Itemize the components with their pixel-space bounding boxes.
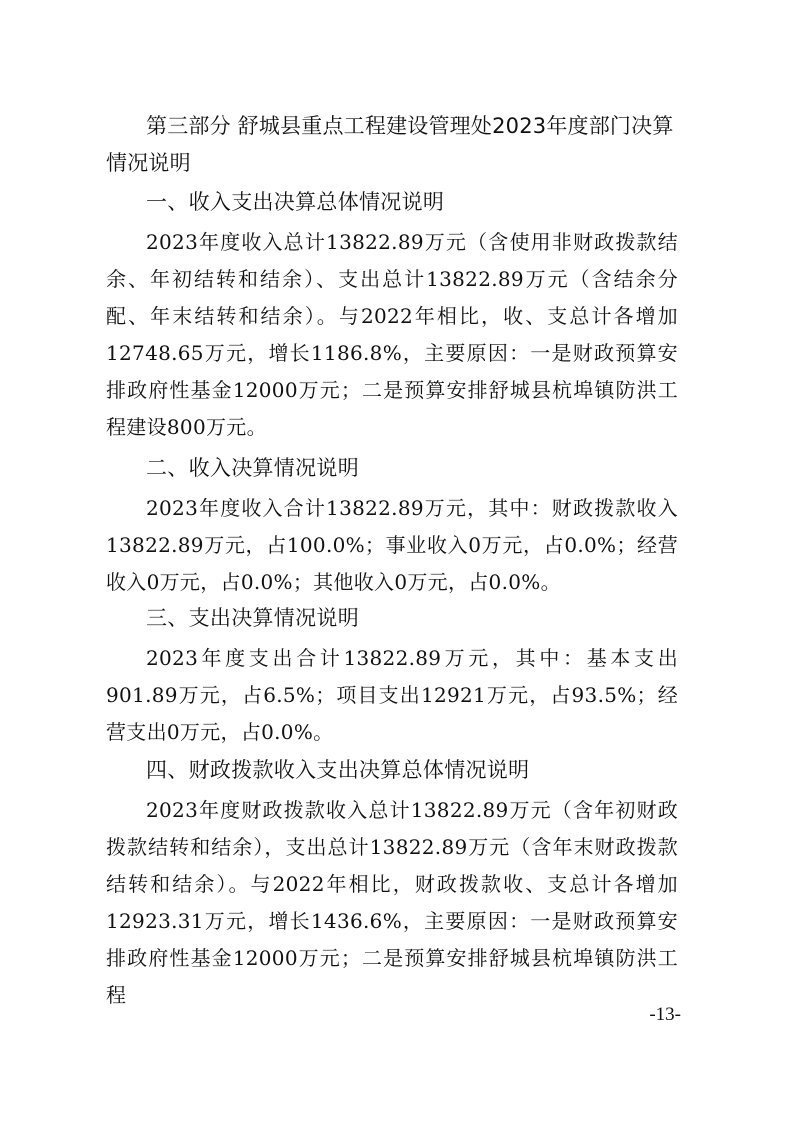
document-title-line-2: 情况说明: [106, 151, 191, 175]
section-3-heading: 三、支出决算情况说明: [146, 606, 359, 630]
section-1-heading: 一、收入支出决算总体情况说明: [146, 190, 445, 214]
section-4-heading: 四、财政拨款收入支出决算总体情况说明: [146, 758, 530, 782]
section-1-body: 2023年度收入总计13822.89万元（含使用非财政拨款结余、年初结转和结余）、支出总计13822.89万元（含结余分配、年末结转和结余）。与2022年相比，收、支总计各增加12748.65万元，增长1186.8%，主要原因：一是财政预算安排政府性基金12000万元；二是预算安排舒城县杭埠镇防洪工程建设800万元。: [106, 230, 678, 439]
section-3-body: 2023年度支出合计13822.89万元，其中：基本支出901.89万元，占6.5%；项目支出12921万元，占93.5%；经营支出0万元，占0.0%。: [106, 646, 678, 744]
section-4-body: 2023年度财政拨款收入总计13822.89万元（含年初财政拨款结转和结余），支出总计13822.89万元（含年末财政拨款结转和结余）。与2022年相比，财政拨款收、支总计各增加12923.31万元，增长1436.6%，主要原因：一是财政预算安排政府性基金12000万元；二是预算安排舒城县杭埠镇防洪工程: [106, 798, 678, 1007]
section-2-heading: 二、收入决算情况说明: [146, 456, 359, 480]
section-2-body: 2023年度收入合计13822.89万元，其中：财政拨款收入13822.89万元，占100.0%；事业收入0万元，占0.0%；经营收入0万元，占0.0%；其他收入0万元，占0.0%。: [106, 496, 678, 594]
page-number: -13-: [649, 1004, 681, 1025]
document-title-line-1: 第三部分 舒城县重点工程建设管理处2023年度部门决算: [146, 114, 674, 138]
